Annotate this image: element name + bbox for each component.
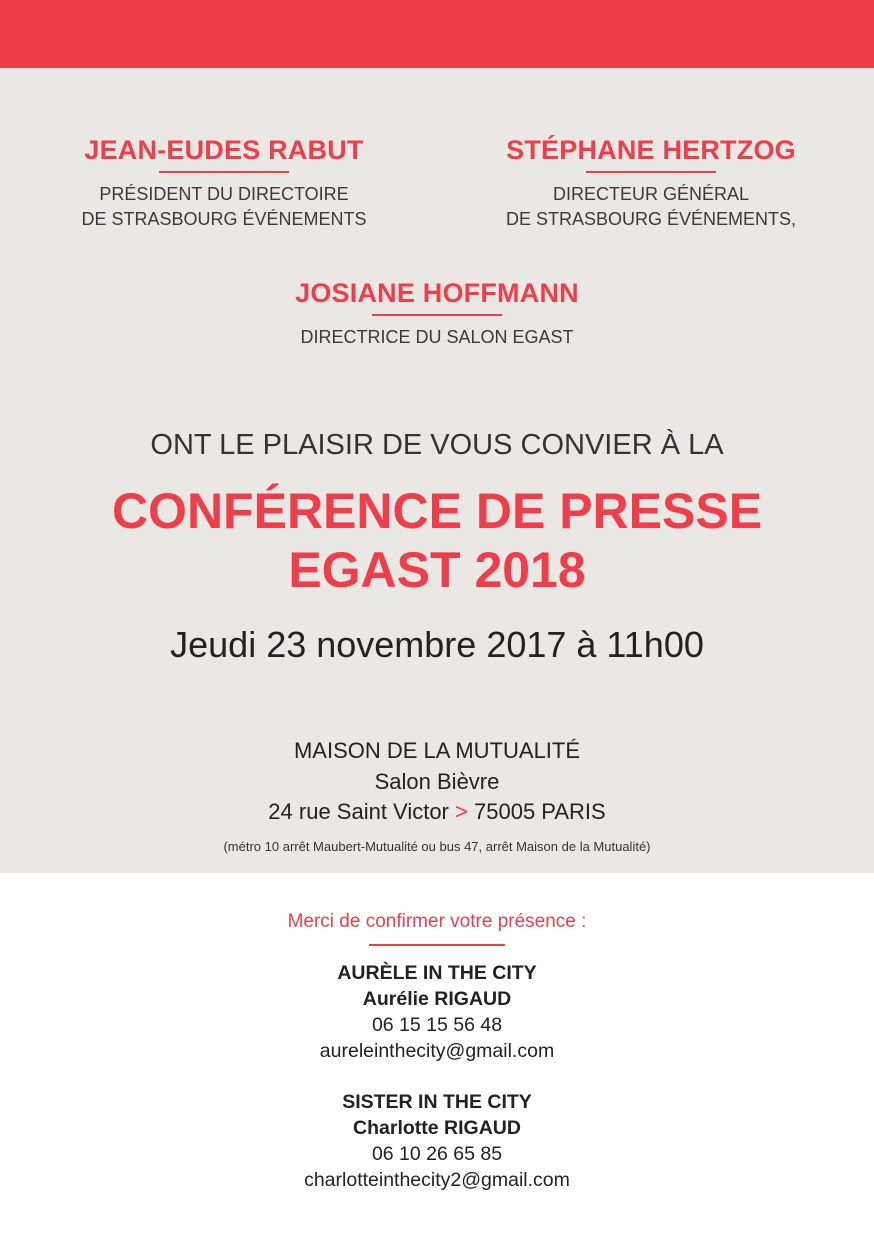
venue-access-note: (métro 10 arrêt Maubert-Mutualité ou bus 47, arrêt Maison de la Mutualité) (223, 839, 651, 854)
address-separator-icon: > (455, 799, 468, 824)
event-date: Jeudi 23 novembre 2017 à 11h00 (170, 624, 704, 665)
venue-room: Salon Bièvre (374, 769, 500, 794)
host-jean-eudes (54, 134, 394, 232)
host-role-line: DIRECTEUR GÉNÉRAL (552, 184, 750, 204)
host-role-line: DE STRASBOURG ÉVÉNEMENTS, (505, 209, 797, 229)
contact-phone: 06 15 15 56 48 (371, 1014, 503, 1036)
venue-street: 24 rue Saint Victor (268, 799, 449, 824)
host-role-line: DIRECTRICE DU SALON EGAST (300, 327, 574, 347)
contact-email[interactable]: charlotteinthecity2@gmail.com (304, 1169, 570, 1191)
host-name-underline (586, 171, 716, 173)
host-name: JEAN-EUDES RABUT (84, 135, 364, 165)
contact-sister (0, 1089, 874, 1193)
venue-name: MAISON DE LA MUTUALITÉ (293, 738, 581, 763)
host-role-line: DE STRASBOURG ÉVÉNEMENTS (81, 209, 367, 229)
venue-city: 75005 PARIS (474, 799, 606, 824)
host-josiane (237, 277, 637, 350)
host-name-underline (372, 314, 502, 316)
contact-person: Aurélie RIGAUD (362, 988, 512, 1010)
top-accent-bar (0, 0, 874, 68)
event-title-line2: EGAST 2018 (288, 542, 586, 598)
host-role-line: PRÉSIDENT DU DIRECTOIRE (99, 184, 349, 204)
event-title-line1: CONFÉRENCE DE PRESSE (111, 483, 763, 539)
host-name: STÉPHANE HERTZOG (506, 135, 796, 165)
invitation-intro: ONT LE PLAISIR DE VOUS CONVIER À LA (150, 429, 724, 461)
contact-agency: AURÈLE IN THE CITY (337, 962, 537, 984)
venue-address (0, 797, 874, 827)
contact-phone: 06 10 26 65 85 (371, 1143, 503, 1165)
rsvp-prompt: Merci de confirmer votre présence : (287, 911, 587, 932)
host-name-underline (159, 171, 289, 173)
contact-agency: SISTER IN THE CITY (342, 1091, 532, 1113)
contact-email[interactable]: aureleinthecity@gmail.com (319, 1040, 555, 1062)
rsvp-underline (369, 944, 505, 946)
host-name: JOSIANE HOFFMANN (295, 278, 579, 308)
host-stephane (479, 134, 823, 232)
contact-aurele (0, 960, 874, 1064)
contact-person: Charlotte RIGAUD (353, 1117, 521, 1139)
